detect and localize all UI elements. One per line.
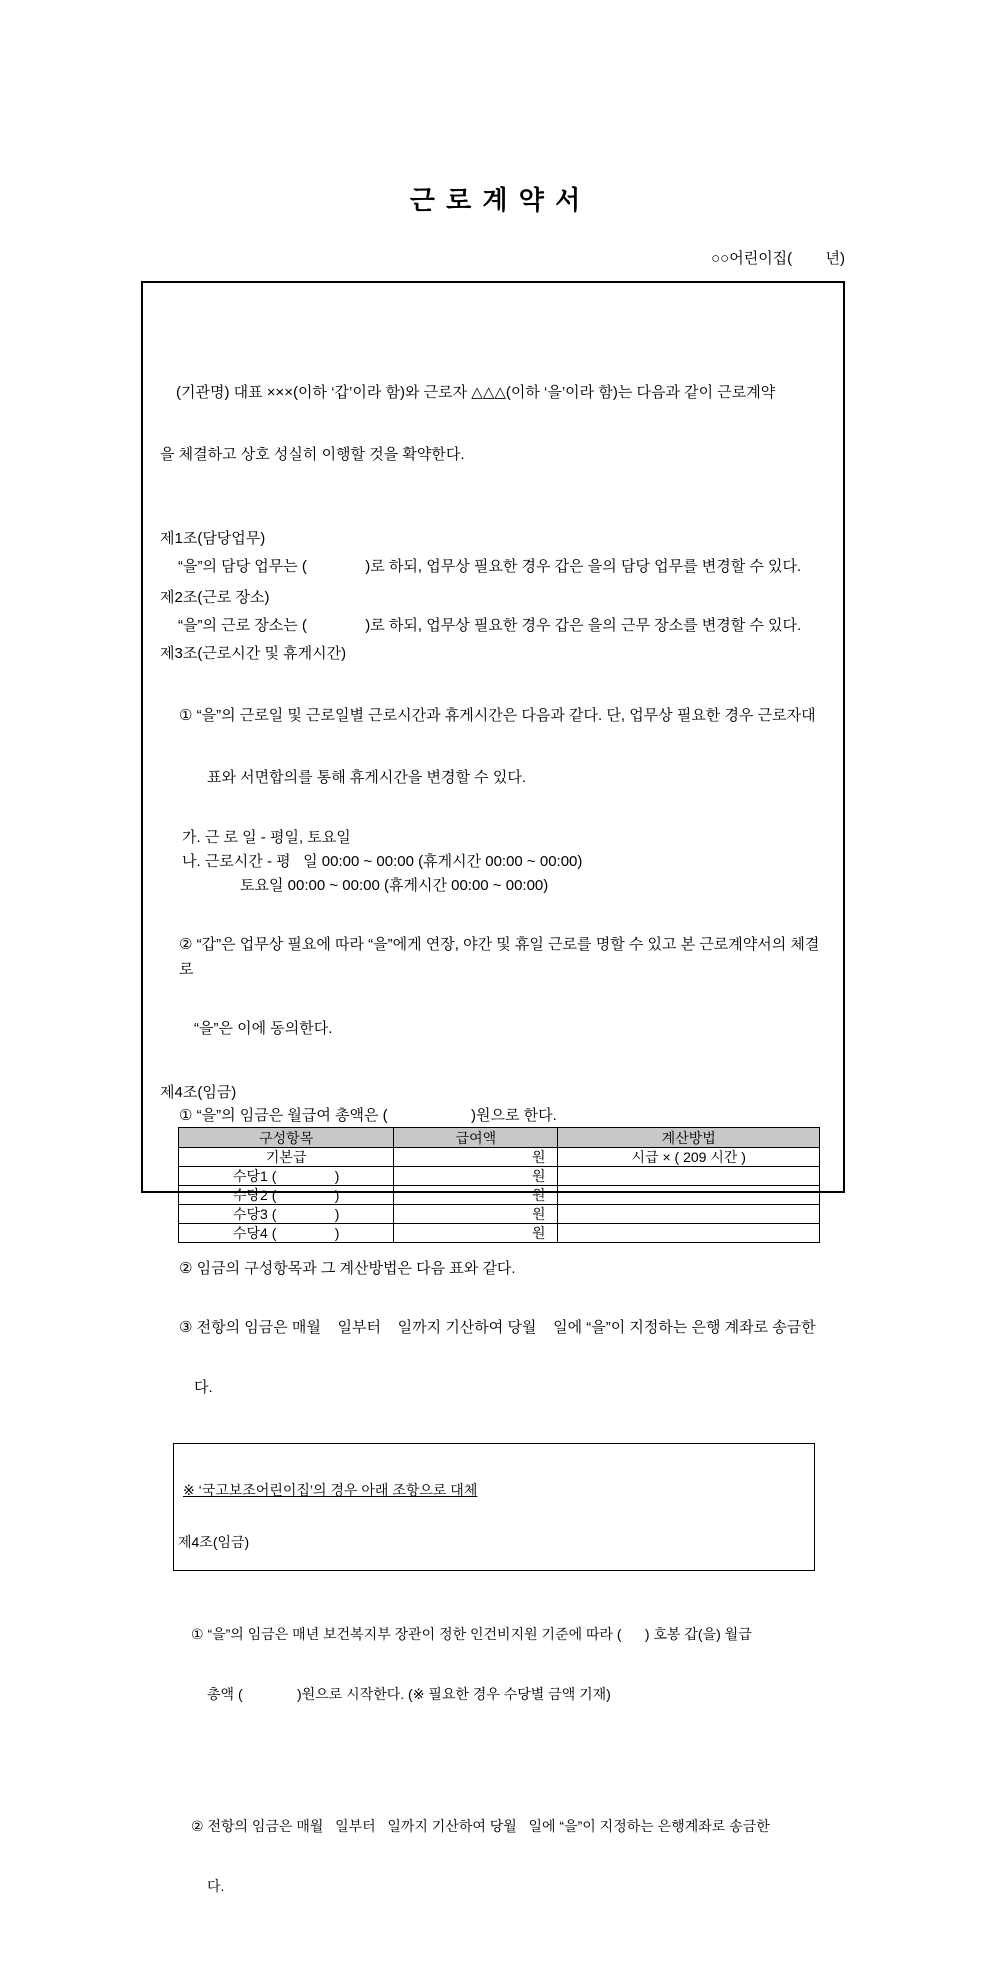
row3-item: 수당2 ( ) (179, 1186, 394, 1205)
row4-amount: 원 (394, 1205, 558, 1224)
column-header-item: 구성항목 (179, 1128, 394, 1148)
table-row (179, 1148, 820, 1167)
subsidy-item1-line2: 총액 ( )원으로 시작한다. (※ 필요한 경우 수당별 금액 기재) (207, 1686, 611, 1702)
article2-heading: 제2조(근로 장소) (160, 589, 270, 606)
article3-sub-b: 나. 근로시간 - 평 일 00:00 ~ 00:00 (휴게시간 00:00 ~ 00:00) (182, 853, 583, 870)
article1-body: “을”의 담당 업무는 ( )로 하되, 업무상 필요한 경우 갑은 을의 담당 업무를 변경할 수 있다. (178, 558, 802, 575)
subsidy-item2-line1: ② 전항의 임금은 매월 일부터 일까지 기산하여 당월 일에 “을”이 지정하는 은행계좌로 송금한 (191, 1818, 770, 1834)
page-title: 근 로 계 약 서 (409, 185, 583, 215)
article4-heading: 제4조(임금) (160, 1084, 237, 1101)
article3-item1-line1: ① “을”의 근로일 및 근로일별 근로시간과 휴게시간은 다음과 같다. 단, 업무상 필요한 경우 근로자대 (179, 707, 816, 724)
row4-method (558, 1205, 820, 1224)
article3-item1-line2: 표와 서면합의를 통해 휴게시간을 변경할 수 있다. (207, 769, 526, 786)
row3-amount: 원 (394, 1186, 558, 1205)
article3-item1 (179, 668, 825, 826)
article3-item2-line1: ② “갑”은 업무상 필요에 따라 “을”에게 연장, 야간 및 휴일 근로를 명할 수 있고 본 근로계약서의 체결로 (179, 936, 820, 978)
article1-heading: 제1조(담당업무) (160, 530, 266, 547)
subsidy-item1-line1: ① “을”의 임금은 매년 보건복지부 장관이 정한 인건비지원 기준에 따라 ( ) 호봉 갑(을) 월급 (191, 1626, 752, 1642)
subsidy-item2-line2: 다. (207, 1878, 225, 1894)
intro-paragraph (160, 345, 825, 503)
row5-item: 수당4 ( ) (179, 1224, 394, 1243)
column-header-amount: 급여액 (394, 1128, 558, 1148)
article3-sub-b-continued: 토요일 00:00 ~ 00:00 (휴게시간 00:00 ~ 00:00) (240, 877, 549, 894)
table-row (179, 1167, 820, 1186)
table-row (179, 1224, 820, 1243)
row3-method (558, 1186, 820, 1205)
article2-body: “을”의 근로 장소는 ( )로 하되, 업무상 필요한 경우 갑은 을의 근무 장소를 변경할 수 있다. (178, 617, 802, 634)
row5-method (558, 1224, 820, 1243)
intro-line-1: (기관명) 대표 ×××(이하 ‘갑’이라 함)와 근로자 △△△(이하 ‘을’이라 함)는 다음과 같이 근로계약 (176, 384, 776, 401)
article4-item3-line2: 다. (194, 1379, 213, 1396)
row2-amount: 원 (394, 1167, 558, 1186)
row4-item: 수당3 ( ) (179, 1205, 394, 1224)
article3-heading: 제3조(근로시간 및 휴게시간) (160, 645, 347, 662)
row5-amount: 원 (394, 1224, 558, 1243)
row1-method: 시급 × ( 209 시간 ) (558, 1148, 820, 1167)
article3-sub-a: 가. 근 로 일 - 평일, 토요일 (182, 829, 351, 846)
subsidy-item2 (191, 1776, 804, 1936)
article3-item2 (179, 898, 825, 1075)
row2-method (558, 1167, 820, 1186)
article4-item3 (179, 1281, 825, 1435)
article4-item3-line1: ③ 전항의 임금은 매월 일부터 일까지 기산하여 당월 일에 “을”이 지정하는 은행 계좌로 송금한 (179, 1319, 816, 1336)
article4-item1: ① “을”의 임금은 월급여 총액은 ( )원으로 한다. (179, 1107, 557, 1124)
row1-item: 기본급 (179, 1148, 394, 1167)
subsidy-replacement-box (173, 1443, 815, 1894)
subsidy-article4-heading: 제4조(임금) (178, 1534, 250, 1550)
salary-table (178, 1127, 820, 1243)
salary-table-header-row (179, 1128, 820, 1148)
article3-item2-line2: “을”은 이에 동의한다. (194, 1020, 333, 1037)
row1-amount: 원 (394, 1148, 558, 1167)
table-row (179, 1205, 820, 1224)
org-name-line: ○○어린이집( 년) (711, 250, 845, 267)
subsidy-note: ※ ‘국고보조어린이집’의 경우 아래 조항으로 대체 (183, 1482, 478, 1498)
subsidy-item1 (191, 1584, 804, 1744)
intro-line-2: 을 체결하고 상호 성실히 이행할 것을 확약한다. (160, 446, 465, 463)
article4-item2: ② 임금의 구성항목과 그 계산방법은 다음 표와 같다. (179, 1260, 516, 1277)
contract-body-box (141, 281, 845, 1894)
table-row (179, 1186, 820, 1205)
column-header-method: 계산방법 (558, 1128, 820, 1148)
row2-item: 수당1 ( ) (179, 1167, 394, 1186)
